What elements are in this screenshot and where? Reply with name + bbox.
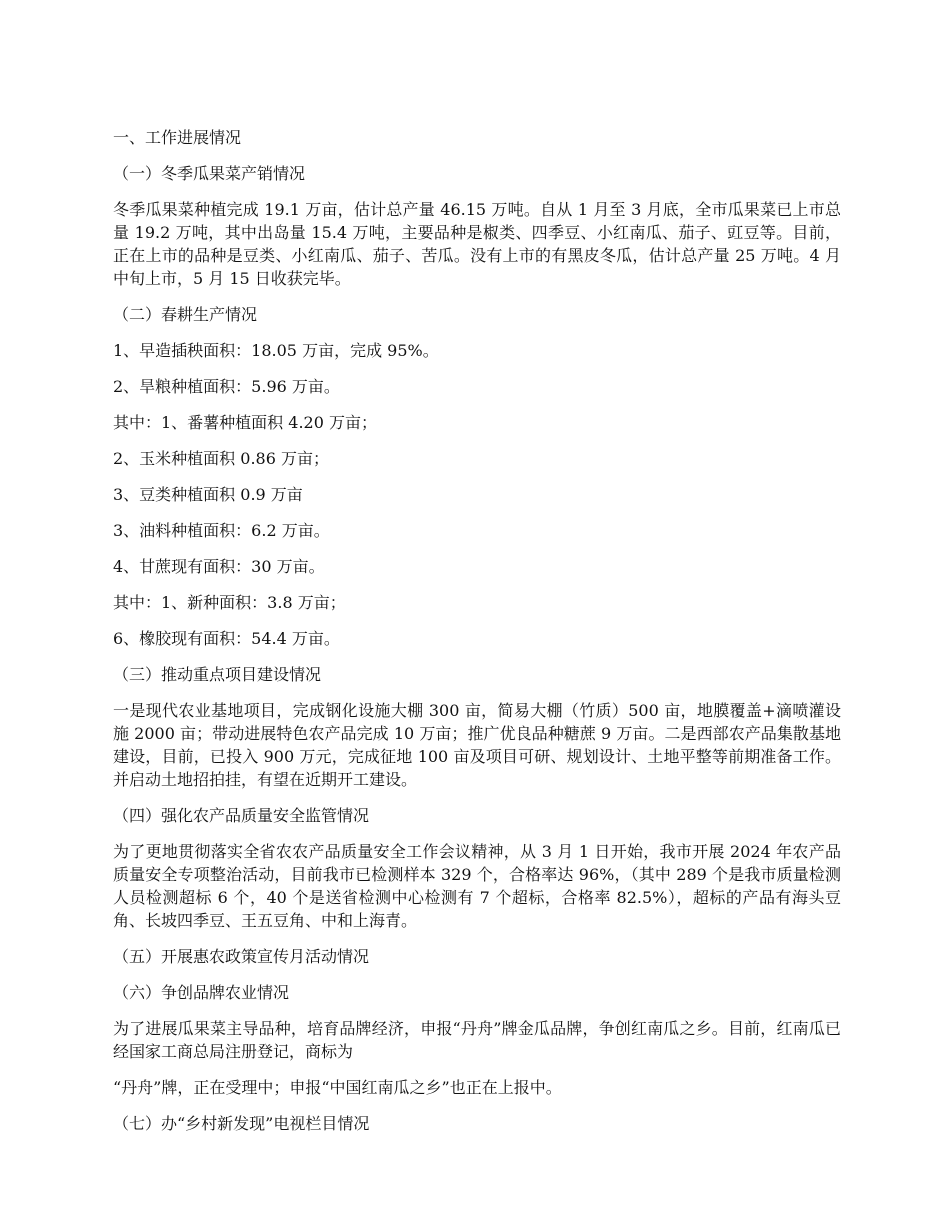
list-item: 1、早造插秧面积：18.05 万亩，完成 95%。: [113, 341, 439, 360]
body-paragraph: “丹舟”牌，正在受理中；申报“中国红南瓜之乡”也正在上报中。: [113, 1078, 562, 1097]
subsection-heading: （七）办“乡村新发现”电视栏目情况: [113, 1114, 370, 1133]
subsection-heading: （六）争创品牌农业情况: [113, 983, 290, 1002]
list-item: 其中：1、番薯种植面积 4.20 万亩；: [113, 413, 377, 432]
body-paragraph: 为了进展瓜果菜主导品种，培育品牌经济，申报“丹舟”牌金瓜品牌，争创红南瓜之乡。目前，红南瓜已经国家工商总局注册登记，商标为: [113, 1019, 841, 1061]
document-body: [113, 126, 841, 1148]
list-item: 3、油料种植面积：6.2 万亩。: [113, 521, 330, 540]
body-paragraph: 一是现代农业基地项目，完成钢化设施大棚 300 亩，简易大棚（竹质）500 亩，地膜覆盖+滴喷灌设施 2000 亩；带动进展特色农产品完成 10 万亩；推广优良品种糖蔗 9 万亩。二是西部农产品集散基地建设，目前，已投入 900 万元，完成征地 100 亩及项目可研、规划设计、土地平整等前期准备工作。并启动土地招拍挂，有望在近期开工建设。: [113, 701, 841, 789]
subsection-heading: （一）冬季瓜果菜产销情况: [113, 164, 306, 183]
section-heading: 一、工作进展情况: [113, 128, 242, 147]
body-paragraph: 冬季瓜果菜种植完成 19.1 万亩，估计总产量 46.15 万吨。自从 1 月至 3 月底，全市瓜果菜已上市总量 19.2 万吨，其中出岛量 15.4 万吨，主要品种是椒类、四季豆、小红南瓜、茄子、豇豆等。目前，正在上市的品种是豆类、小红南瓜、茄子、苦瓜。没有上市的有黑皮冬瓜，估计总产量 25 万吨。4 月中旬上市，5 月 15 日收获完毕。: [113, 200, 841, 288]
body-paragraph: 为了更地贯彻落实全省农农产品质量安全工作会议精神，从 3 月 1 日开始，我市开展 2024 年农产品质量安全专项整治活动，目前我市已检测样本 329 个，合格率达 96%，（其中 289 个是我市质量检测人员检测超标 6 个，40 个是送省检测中心检测有 7 个超标，合格率 82.5%），超标的产品有海头豆角、长坡四季豆、王五豆角、中和上海青。: [113, 842, 841, 930]
subsection-heading: （二）春耕生产情况: [113, 305, 258, 324]
list-item: 4、甘蔗现有面积：30 万亩。: [113, 557, 325, 576]
list-item: 其中：1、新种面积：3.8 万亩；: [113, 593, 346, 612]
list-item: 3、豆类种植面积 0.9 万亩: [113, 485, 303, 504]
subsection-heading: （五）开展惠农政策宣传月活动情况: [113, 947, 370, 966]
list-item: 6、橡胶现有面积：54.4 万亩。: [113, 629, 340, 648]
subsection-heading: （四）强化农产品质量安全监管情况: [113, 806, 370, 825]
subsection-heading: （三）推动重点项目建设情况: [113, 665, 322, 684]
list-item: 2、玉米种植面积 0.86 万亩；: [113, 449, 329, 468]
list-item: 2、旱粮种植面积：5.96 万亩。: [113, 377, 340, 396]
